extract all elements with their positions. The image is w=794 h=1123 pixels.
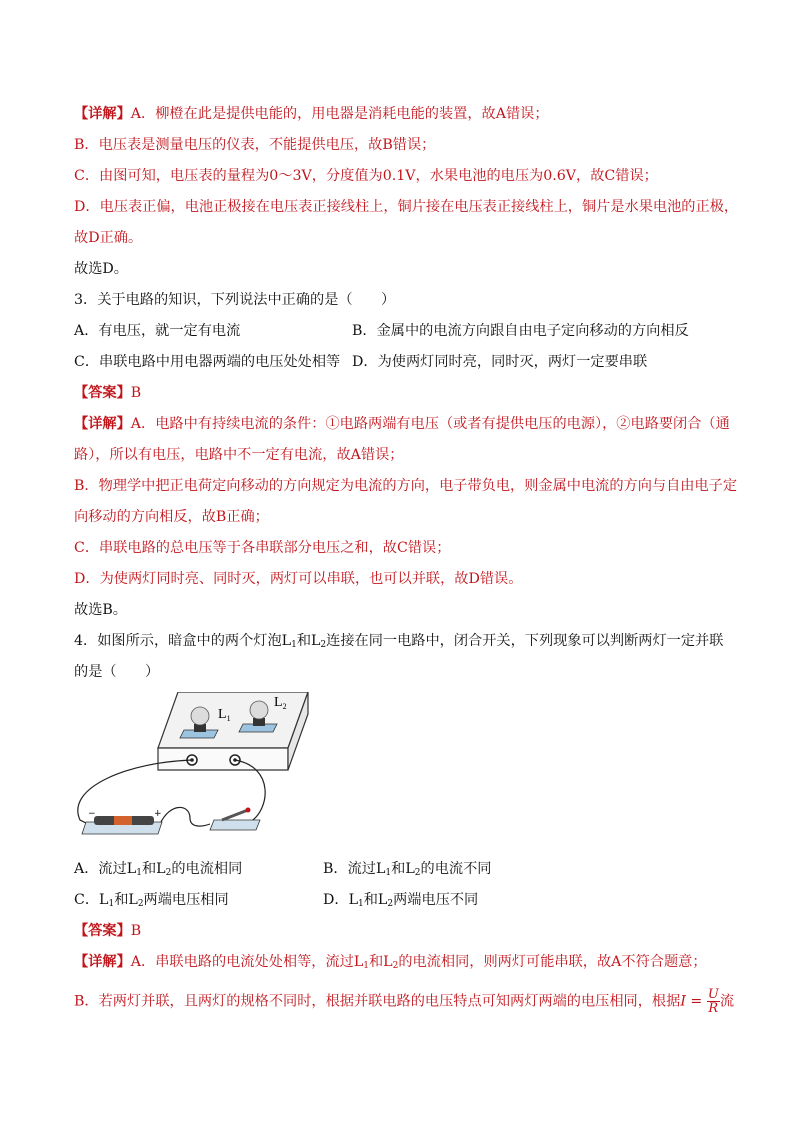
detail-text: B．若两灯并联，且两灯的规格不同时，根据并联电路的电压特点可知两灯两端的电压相同，根据 (74, 993, 681, 1010)
stem-text: 和L (296, 633, 321, 649)
opt-text: 的电流相同 (171, 861, 243, 877)
bulb-2-icon (250, 701, 268, 719)
opt-text: 和L (114, 892, 138, 908)
opt-text: 两端电压相同 (143, 892, 229, 908)
opt-text: D．L (323, 892, 358, 908)
opt-text: 和L (363, 892, 388, 908)
formula-lhs: I (680, 993, 686, 1010)
option-d (323, 890, 478, 914)
opt-text: C．L (74, 892, 109, 908)
subscript: 2 (392, 961, 399, 971)
subscript: 1 (108, 899, 115, 909)
switch-base (210, 820, 260, 830)
option-d: D．为使两灯同时亮，同时灭，两灯一定要串联 (352, 354, 648, 370)
detail-tag: 【详解】 (74, 416, 131, 432)
detail-line: D．为使两灯同时亮、同时灭，两灯可以串联，也可以并联，故D错误。 (74, 571, 523, 587)
detail-text: A．柳橙在此是提供电能的，用电器是消耗电能的装置，故A错误； (130, 106, 549, 122)
conclusion: 故选B。 (74, 602, 127, 618)
subscript: 1 (291, 640, 297, 650)
conclusion: 故选D。 (74, 261, 128, 277)
detail-line: D．电压表正偏，电池正极接在电压表正接线柱上，铜片接在电压表正接线柱上，铜片是水果电池的正极， (74, 199, 739, 215)
subscript: 2 (414, 868, 421, 878)
question-stem (74, 631, 723, 655)
detail-tag: 【详解】 (74, 106, 131, 122)
detail-line: 路），所以有电压，电路中不一定有电流，故A错误； (74, 447, 404, 463)
option-a: A．有电压，就一定有电流 (74, 323, 241, 339)
circuit-diagram (70, 692, 310, 842)
label-l2: $L_2$ (274, 695, 287, 711)
formula-eq: = (685, 993, 707, 1010)
answer-tag: 【答案】 (74, 923, 131, 939)
detail-text: 和L (368, 954, 393, 970)
answer-value: B (130, 385, 142, 401)
detail-line: 向移动的方向相反，故B正确； (74, 509, 269, 525)
subscript: 2 (165, 868, 172, 878)
option-c (74, 890, 229, 914)
battery-plus-sign: + (154, 809, 162, 819)
opt-text: 和L (391, 861, 415, 877)
detail-text: A．电路中有持续电流的条件：①电路两端有电压（或者有提供电压的电源），②电路要闭合（通 (130, 416, 730, 432)
detail-line: 故D正确。 (74, 230, 143, 246)
formula-den: R (708, 1001, 719, 1016)
opt-text: B．流过L (323, 861, 386, 877)
subscript: 1 (136, 868, 142, 878)
answer-line (74, 921, 141, 941)
answer-tag: 【答案】 (74, 385, 131, 401)
option-b: B．金属中的电流方向跟自由电子定向移动的方向相反 (352, 323, 689, 339)
detail-tag: 【详解】 (74, 954, 131, 970)
option-a (74, 859, 242, 883)
question-stem-cont: 的是（ ） (74, 664, 160, 680)
detail-text: A．串联电路的电流处处相等，流过L (130, 954, 364, 970)
detail-line (74, 952, 707, 976)
detail-text: 流 (719, 993, 735, 1010)
answer-value: B (130, 923, 142, 939)
box-front (158, 748, 288, 770)
stem-text: 4．如图所示，暗盒中的两个灯泡L (74, 633, 292, 649)
option-c: C．串联电路中用电器两端的电压处处相等 (74, 354, 341, 370)
circuit-figure (70, 692, 310, 842)
detail-line (74, 414, 730, 434)
label-l1: $L_1$ (218, 707, 231, 723)
detail-line (74, 104, 549, 124)
detail-line: C．由图可知，电压表的量程为0～3V，分度值为0.1V，水果电池的电压为0.6V，故C错误； (74, 168, 658, 184)
detail-line: C．串联电路的总电压等于各串联部分电压之和，故C错误； (74, 540, 451, 556)
subscript: 1 (385, 868, 392, 878)
question-stem: 3．关于电路的知识，下列说法中正确的是（ ） (74, 292, 396, 308)
opt-text: 的电流不同 (420, 861, 492, 877)
subscript: 2 (137, 899, 144, 909)
answer-line (74, 383, 141, 403)
subscript: 1 (363, 961, 369, 971)
box-top (158, 692, 308, 748)
detail-line (74, 988, 734, 1015)
bulb-1-icon (191, 707, 209, 725)
subscript: 2 (320, 640, 327, 650)
detail-line: B．物理学中把正电荷定向移动的方向规定为电流的方向，电子带负电，则金属中电流的方向与自由电子定 (74, 478, 738, 494)
formula-fraction (707, 988, 720, 1015)
stem-text: 连接在同一电路中，闭合开关，下列现象可以判断两灯一定并联 (326, 633, 724, 649)
subscript: 2 (387, 899, 394, 909)
detail-text: 的电流相同，则两灯可能串联，故A不符合题意； (398, 954, 707, 970)
formula-num: U (707, 987, 719, 1002)
option-b (323, 859, 491, 883)
battery-minus-sign: − (88, 809, 96, 819)
wire-middle (160, 807, 210, 826)
opt-text: 两端电压不同 (393, 892, 479, 908)
opt-text: A．流过L (74, 861, 137, 877)
subscript: 1 (357, 899, 364, 909)
opt-text: 和L (141, 861, 166, 877)
switch-lever-icon (222, 810, 248, 820)
detail-line: B．电压表是测量电压的仪表，不能提供电压，故B错误； (74, 137, 436, 153)
